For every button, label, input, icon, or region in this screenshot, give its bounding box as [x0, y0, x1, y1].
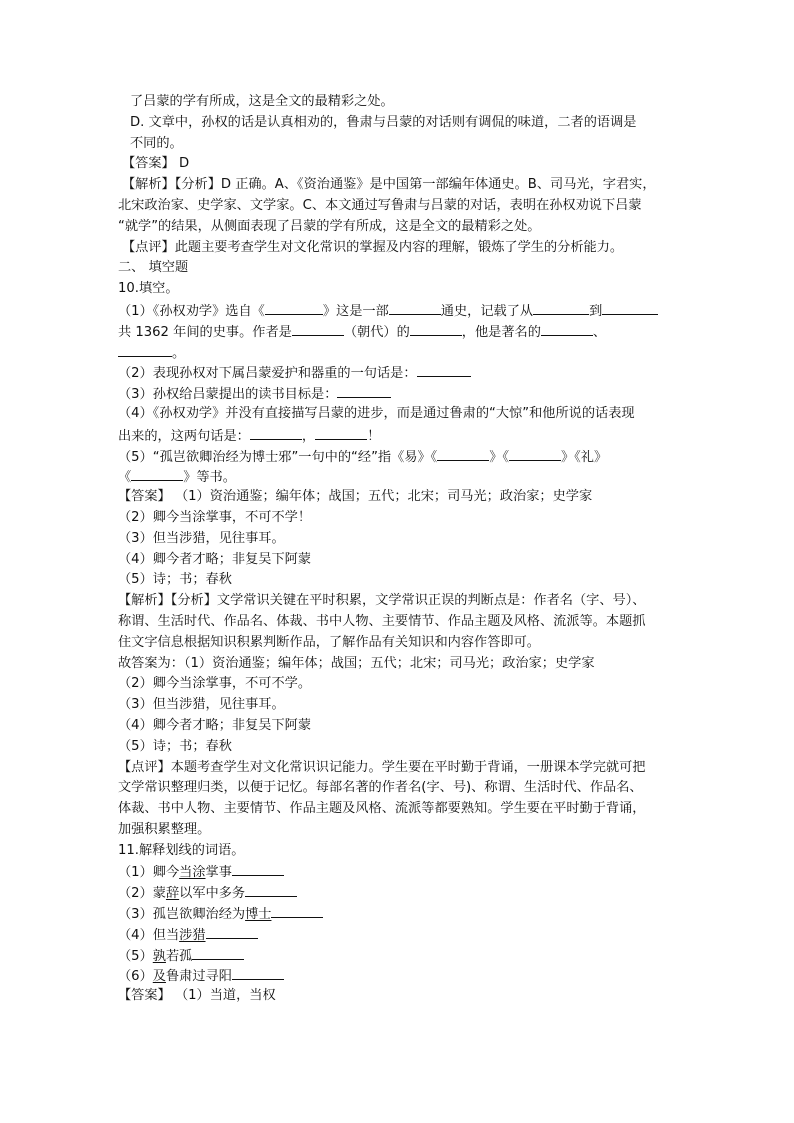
q10-analysis-line: 故答案为：（1）资治通鉴；编年体；战国；五代；北宋；司马光；政治家；史学家 — [118, 655, 595, 671]
q10-analysis-line: （5）诗；书；春秋 — [118, 738, 232, 754]
q10-item-1: （1）《孙权劝学》选自《 》这是一部 通史，记载了从 到 — [118, 300, 678, 321]
answer-blank — [533, 300, 589, 315]
answer-blank — [265, 300, 323, 315]
q10-analysis-line: 称谓、生活时代、作品名、体裁、书中人物、主要情节、作品主题及风格、流派等。本题抓 — [118, 613, 646, 629]
q10-item-5: （5）“孤岂欲卿治经为博士邪”一句中的“经”指《易》《 》《 》《礼》 — [118, 446, 678, 467]
q11-title: 11.解释划线的词语。 — [118, 842, 245, 858]
q10-comment-line: 加强积累整理。 — [118, 821, 211, 837]
q10-item-4: （4）《孙权劝学》并没有直接描写吕蒙的进步，而是通过鲁肃的“大惊”和他所说的话表现 — [118, 405, 635, 421]
answer-blank — [232, 861, 284, 876]
answer-blank — [245, 882, 297, 897]
q10-comment-line: 体裁、书中人物、主要情节、作品主题及风格、流派等都要熟知。学生要在平时勤于背诵， — [118, 801, 646, 817]
answer-blank — [250, 425, 302, 440]
q11-item: （4）但当涉猎 — [118, 924, 678, 945]
answer-value: D — [174, 156, 190, 172]
q9-comment: 【点评】此题主要考查学生对文化常识的掌握及内容的理解，锻炼了学生的分析能力。 — [122, 239, 624, 255]
q10-analysis-line: 住文字信息根据知识积累判断作品，了解作品有关知识和内容作答即可。 — [118, 634, 540, 650]
q11-item: （1）卿今当涂掌事 — [118, 861, 678, 882]
answer-label: 【答案】 — [122, 156, 175, 172]
q10-answer-line: 【答案】 （1）资治通鉴；编年体；战国；五代；北宋；司马光；政治家；史学家 — [118, 489, 593, 505]
q9-analysis-line: “就学”的结果，从侧面表现了吕蒙的学有所成，这是全文的最精彩之处。 — [118, 218, 541, 234]
q10-item-2: （2）表现孙权对下属吕蒙爱护和器重的一句话是： — [118, 362, 678, 383]
q11-answer: 【答案】 （1）当道，当权 — [118, 988, 276, 1004]
answer-blank — [337, 383, 391, 398]
q10-analysis-line: （4）卿今者才略；非复吴下阿蒙 — [118, 717, 312, 733]
q10-title: 10.填空。 — [118, 281, 179, 297]
q9-analysis-line: 【解析】【分析】D 正确。A、《资治通鉴》是中国第一部编年体通史。B、司马光，字君实， — [122, 177, 656, 193]
q9-analysis-line: 北宋政治家、史学家、文学家。C、本文通过写鲁肃与吕蒙的对话，表明在孙权劝说下吕蒙 — [118, 197, 642, 213]
answer-blank — [417, 362, 471, 377]
answer-blank — [131, 466, 183, 481]
q10-analysis-line: （2）卿今当涂掌事，不可不学。 — [118, 676, 312, 692]
q10-analysis-line: 【解析】【分析】文学常识关键在平时积累，文学常识正误的判断点是：作者名（字、号）、 — [118, 593, 646, 609]
answer-blank — [118, 342, 172, 357]
q11-item: （3）孤岂欲卿治经为博士 — [118, 903, 678, 924]
q9-answer — [118, 154, 678, 175]
q11-item: （6）及鲁肃过寻阳 — [118, 965, 678, 986]
answer-blank — [410, 321, 462, 336]
q10-analysis-line: （3）但当涉猎，见往事耳。 — [118, 697, 285, 713]
q10-comment-line: 文学常识整理归类，以便于记忆。每部名著的作者名(字、号)、称谓、生活时代、作品名、 — [118, 780, 643, 796]
q9-option-d-cont: 不同的。 — [130, 135, 183, 151]
section-title: 二、 填空题 — [118, 260, 189, 276]
q11-item: （2）蒙辞以军中多务 — [118, 882, 678, 903]
q9-option-d: D. 文章中，孙权的话是认真相劝的，鲁肃与吕蒙的对话则有调侃的味道，二者的语调是 — [130, 114, 637, 130]
q10-item-5-cont: 《 》等书。 — [118, 466, 678, 487]
q10-item-1-end: 。 — [118, 342, 678, 363]
document-page — [118, 92, 678, 1007]
q10-answer-line: （4）卿今者才略；非复吴下阿蒙 — [118, 551, 312, 567]
answer-blank — [509, 446, 561, 461]
q11-item: （5）孰若孤 — [118, 945, 678, 966]
answer-blank — [315, 425, 367, 440]
q10-item-1-cont: 共 1362 年间的史事。作者是 （朝代）的 ，他是著名的 、 — [118, 321, 678, 342]
answer-blank — [389, 300, 441, 315]
answer-blank — [292, 321, 344, 336]
answer-blank — [437, 446, 489, 461]
q10-answer-line: （5）诗；书；春秋 — [118, 572, 232, 588]
q10-answer-line: （3）但当涉猎，见往事耳。 — [118, 530, 285, 546]
q10-answer-line: （2）卿今当涂掌事，不可不学！ — [118, 509, 312, 525]
answer-blank — [271, 903, 323, 918]
q10-item-4-cont: 出来的，这两句话是： ， ！ — [118, 425, 678, 446]
answer-blank — [206, 924, 258, 939]
answer-blank — [602, 300, 658, 315]
answer-blank — [541, 321, 593, 336]
q10-comment-line: 【点评】本题考查学生对文化常识识记能力。学生要在平时勤于背诵，一册课本学完就可把 — [118, 759, 646, 775]
q10-item-3: （3）孙权给吕蒙提出的读书目标是： — [118, 383, 678, 404]
answer-blank — [232, 965, 284, 980]
answer-blank — [192, 945, 244, 960]
q9-option-c-tail: 了吕蒙的学有所成，这是全文的最精彩之处。 — [130, 94, 394, 109]
